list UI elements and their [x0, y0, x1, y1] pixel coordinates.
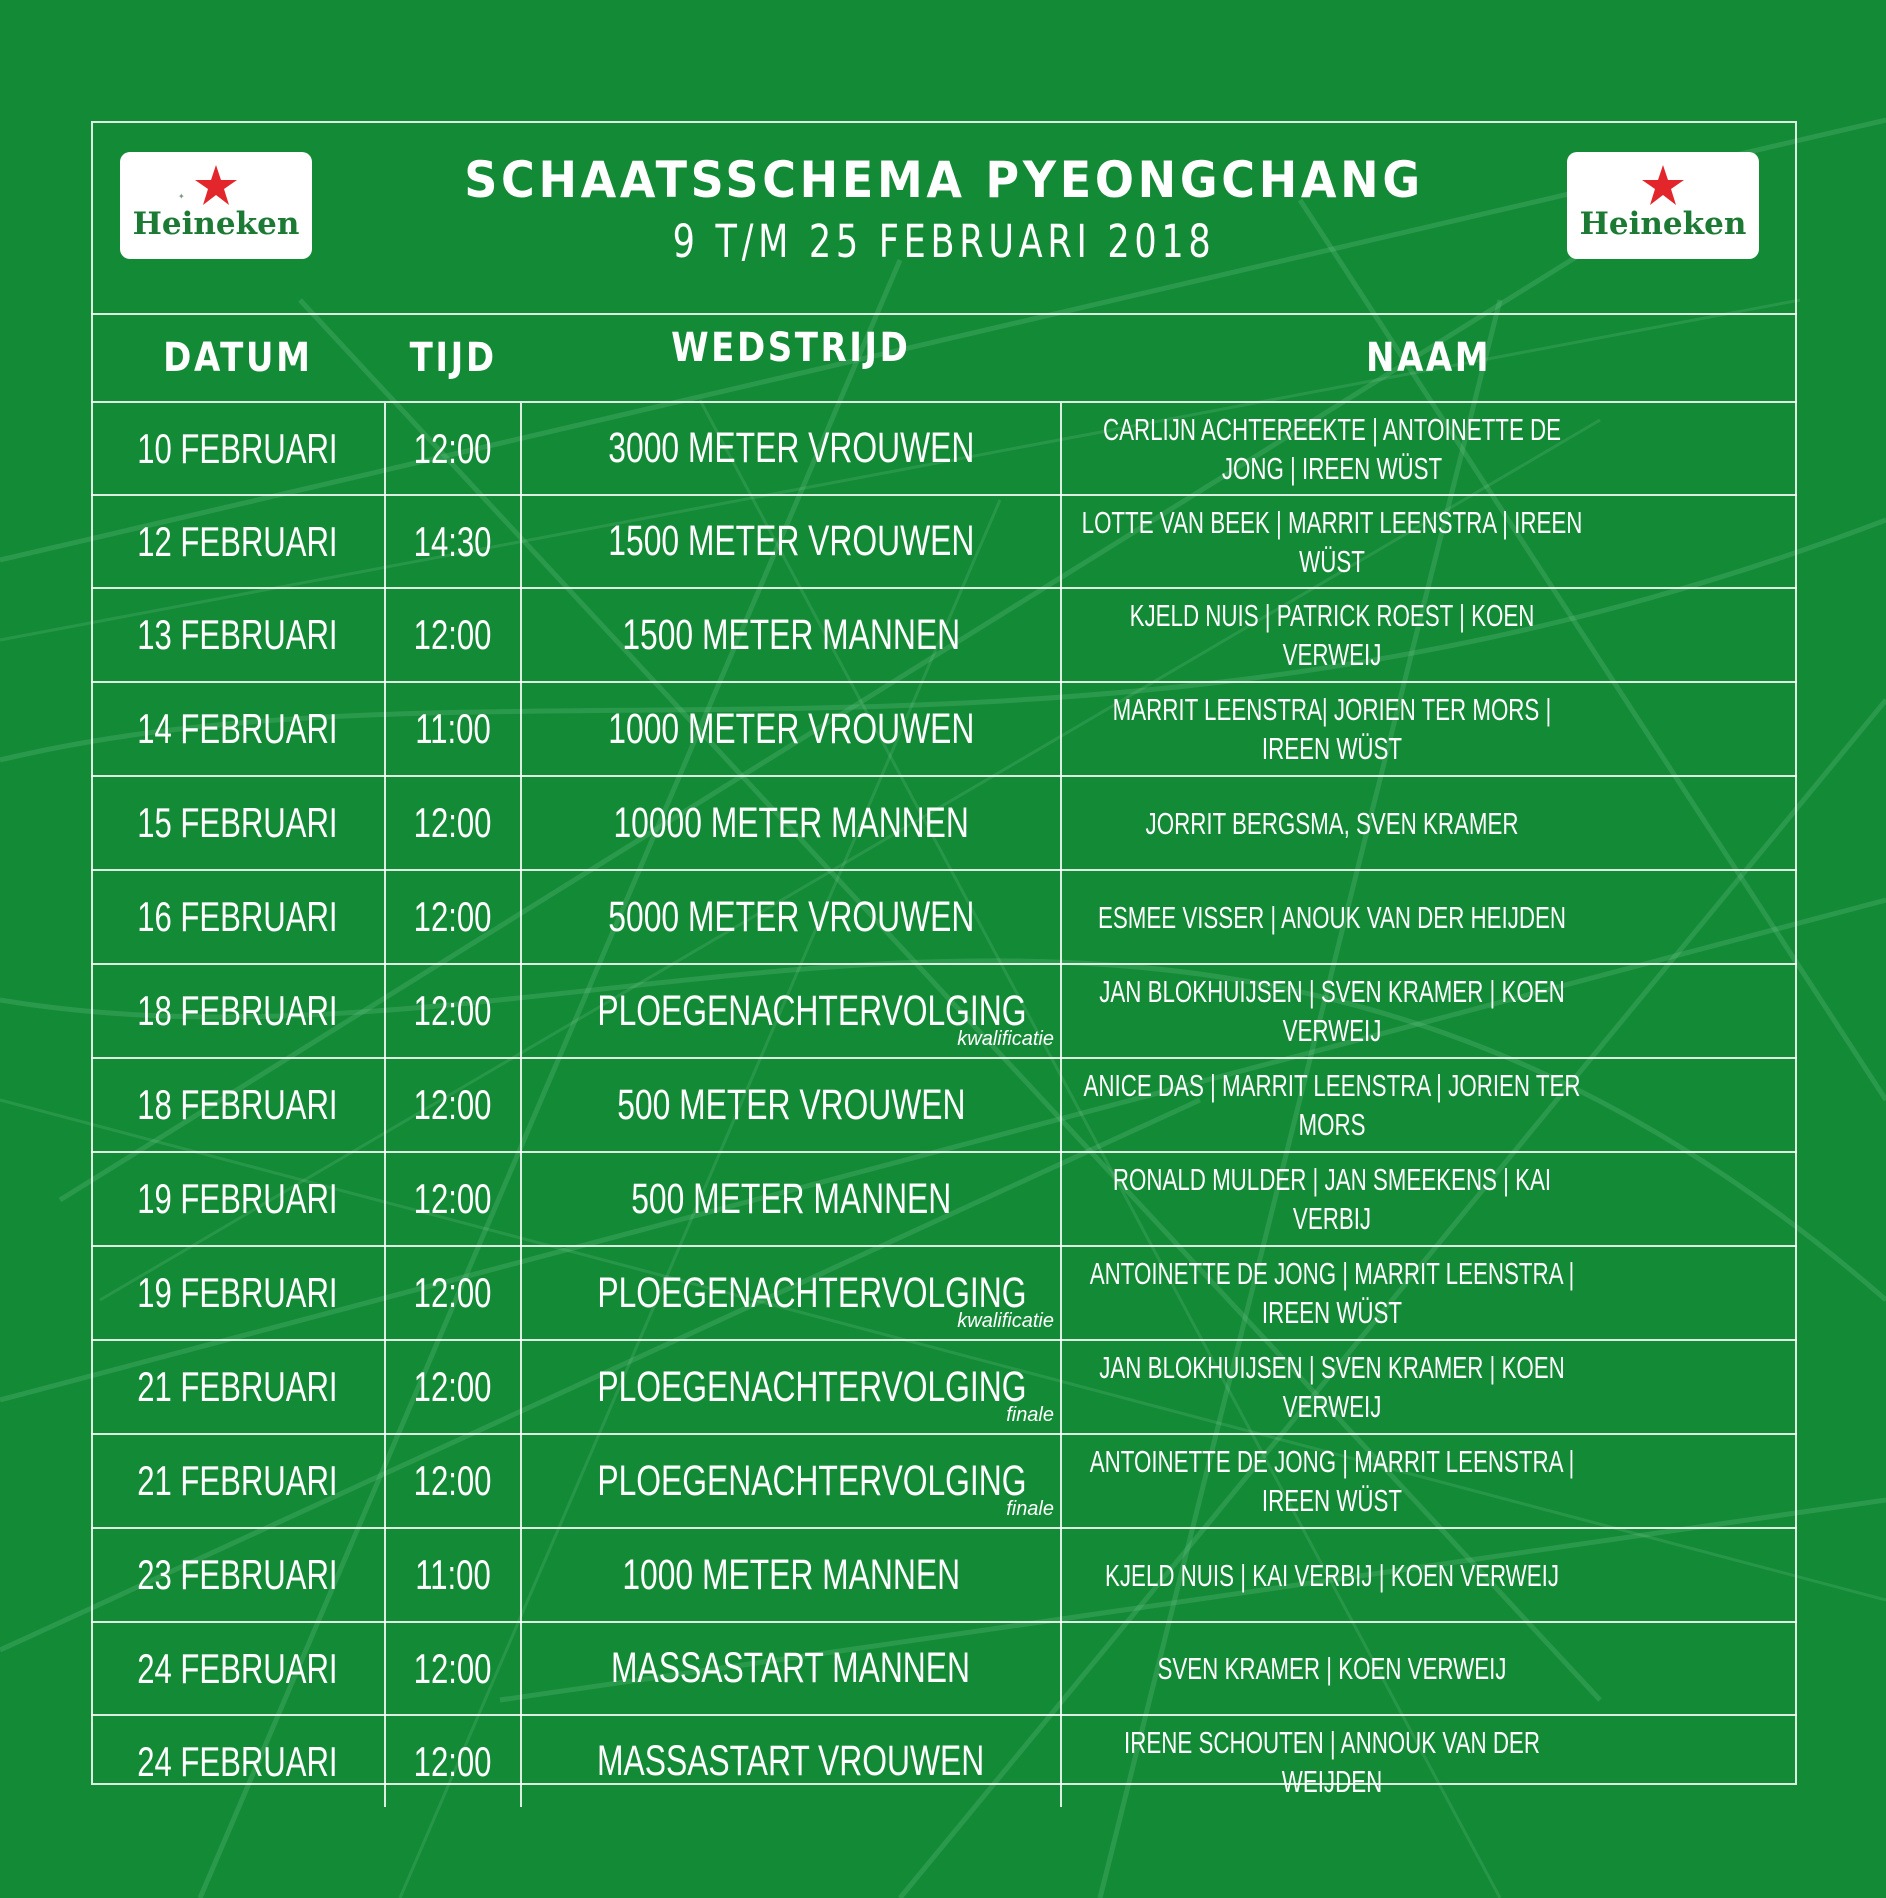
heineken-logo-left: ✦ Heineken	[120, 152, 312, 259]
wedstrijd-cell	[521, 1715, 1061, 1807]
wedstrijd-cell	[521, 402, 1061, 495]
table-row	[91, 964, 1797, 1058]
datum-cell-text: 21 FEBRUARI	[137, 1363, 338, 1410]
naam-cell	[1061, 1715, 1797, 1807]
column-header-datum: DATUM	[91, 315, 385, 402]
naam-cell-text: LOTTE VAN BEEK | MARRIT LEENSTRA | IREEN WÜST	[1081, 504, 1582, 579]
wedstrijd-cell-text: 1000 METER VROUWEN	[607, 704, 974, 753]
wedstrijd-cell-text: 500 METER MANNEN	[630, 1174, 952, 1223]
datum-cell	[91, 588, 385, 682]
datum-cell-text: 19 FEBRUARI	[137, 1269, 338, 1316]
tijd-cell-text: 12:00	[414, 1644, 492, 1692]
round-note: finale	[1006, 1404, 1054, 1426]
wedstrijd-cell-text: 5000 METER VROUWEN	[607, 892, 974, 941]
wedstrijd-cell	[521, 682, 1061, 776]
wedstrijd-cell	[521, 776, 1061, 870]
page-subtitle: 9 T/M 25 FEBRUARI 2018	[672, 215, 1216, 268]
round-note: finale	[1006, 1498, 1054, 1520]
table-row	[91, 495, 1797, 588]
table-row	[91, 682, 1797, 776]
datum-cell	[91, 964, 385, 1058]
datum-cell	[91, 402, 385, 495]
wedstrijd-cell	[521, 495, 1061, 588]
wedstrijd-cell	[521, 1434, 1061, 1528]
wedstrijd-cell-text: MASSASTART VROUWEN	[597, 1737, 985, 1785]
naam-cell	[1061, 1434, 1797, 1528]
wedstrijd-cell	[521, 1340, 1061, 1434]
heineken-logo-right	[1567, 152, 1759, 259]
tijd-cell-text: 12:00	[414, 424, 492, 472]
header	[91, 121, 1797, 315]
datum-cell	[91, 776, 385, 870]
naam-cell	[1061, 1152, 1797, 1246]
tijd-cell	[385, 402, 521, 495]
naam-cell-text: KJELD NUIS | PATRICK ROEST | KOEN VERWEIJ	[1129, 598, 1534, 672]
wedstrijd-cell-text: 500 METER VROUWEN	[616, 1080, 966, 1129]
tijd-cell	[385, 1622, 521, 1715]
tijd-cell	[385, 776, 521, 870]
tijd-cell-text: 12:00	[414, 1457, 492, 1504]
wedstrijd-cell-text: MASSASTART MANNEN	[611, 1644, 971, 1692]
tijd-cell-text: 12:00	[414, 1269, 492, 1316]
schedule-table	[91, 315, 1797, 1807]
tijd-cell-text: 12:00	[414, 1737, 492, 1785]
naam-cell-text: RONALD MULDER | JAN SMEEKENS | KAI VERBIJ	[1112, 1162, 1551, 1236]
naam-cell	[1061, 495, 1797, 588]
tijd-cell	[385, 870, 521, 964]
table-row	[91, 1715, 1797, 1807]
naam-cell	[1061, 1622, 1797, 1715]
table-row	[91, 1340, 1797, 1434]
datum-cell-text: 12 FEBRUARI	[137, 517, 338, 565]
naam-cell	[1061, 1340, 1797, 1434]
wedstrijd-cell	[521, 1058, 1061, 1152]
logo-brand-text: Heineken	[1579, 206, 1747, 242]
tijd-cell	[385, 1340, 521, 1434]
datum-cell	[91, 1246, 385, 1340]
tijd-cell	[385, 495, 521, 588]
column-header-wedstrijd: WEDSTRIJD	[521, 315, 1061, 402]
datum-cell-text: 24 FEBRUARI	[137, 1737, 338, 1785]
naam-cell	[1061, 870, 1797, 964]
table-row	[91, 1622, 1797, 1715]
table-row	[91, 1152, 1797, 1246]
datum-cell-text: 14 FEBRUARI	[137, 705, 338, 752]
table-row	[91, 402, 1797, 495]
naam-cell-text: KJELD NUIS | KAI VERBIJ | KOEN VERWEIJ	[1104, 1557, 1559, 1593]
naam-cell-text: JORRIT BERGSMA, SVEN KRAMER	[1145, 805, 1518, 841]
wedstrijd-cell-text: 1500 METER VROUWEN	[607, 517, 974, 565]
naam-cell	[1061, 588, 1797, 682]
tijd-cell-text: 12:00	[414, 1175, 492, 1222]
wedstrijd-cell	[521, 1622, 1061, 1715]
datum-cell-text: 19 FEBRUARI	[137, 1175, 338, 1222]
wedstrijd-cell	[521, 1152, 1061, 1246]
naam-cell-text: ANTOINETTE DE JONG | MARRIT LEENSTRA | IREEN WÜST	[1089, 1256, 1574, 1330]
datum-cell-text: 18 FEBRUARI	[137, 1081, 338, 1128]
datum-cell	[91, 682, 385, 776]
table-row	[91, 1246, 1797, 1340]
logo-brand-text: Heineken	[132, 206, 300, 242]
round-note: kwalificatie	[957, 1028, 1054, 1050]
tijd-cell	[385, 1152, 521, 1246]
datum-cell	[91, 1715, 385, 1807]
wedstrijd-cell-text: 1000 METER MANNEN	[622, 1550, 960, 1599]
column-header-tijd: TIJD	[385, 315, 521, 402]
wedstrijd-cell	[521, 964, 1061, 1058]
naam-cell	[1061, 1246, 1797, 1340]
naam-cell-text: JAN BLOKHUIJSEN | SVEN KRAMER | KOEN VERWEIJ	[1098, 974, 1565, 1048]
page-title: SCHAATSSCHEMA PYEONGCHANG	[464, 151, 1424, 209]
tijd-cell-text: 12:00	[414, 1363, 492, 1410]
tijd-cell-text: 12:00	[414, 893, 492, 940]
datum-cell-text: 21 FEBRUARI	[137, 1457, 338, 1504]
naam-cell	[1061, 1528, 1797, 1622]
naam-cell	[1061, 402, 1797, 495]
naam-cell	[1061, 776, 1797, 870]
naam-cell	[1061, 964, 1797, 1058]
datum-cell-text: 13 FEBRUARI	[137, 611, 338, 658]
datum-cell	[91, 1340, 385, 1434]
tijd-cell	[385, 588, 521, 682]
tijd-cell	[385, 682, 521, 776]
datum-cell	[91, 1152, 385, 1246]
tijd-cell-text: 11:00	[415, 1551, 491, 1598]
naam-cell-text: JAN BLOKHUIJSEN | SVEN KRAMER | KOEN VERWEIJ	[1098, 1350, 1565, 1424]
datum-cell	[91, 495, 385, 588]
wedstrijd-cell-text: 10000 METER MANNEN	[613, 798, 969, 847]
datum-cell-text: 10 FEBRUARI	[137, 424, 338, 472]
naam-cell-text: SVEN KRAMER | KOEN VERWEIJ	[1157, 1651, 1506, 1686]
tijd-cell	[385, 1434, 521, 1528]
round-note: kwalificatie	[957, 1310, 1054, 1332]
datum-cell	[91, 1434, 385, 1528]
wedstrijd-cell-text: 1500 METER MANNEN	[622, 610, 960, 659]
datum-cell	[91, 1528, 385, 1622]
wedstrijd-cell	[521, 588, 1061, 682]
tijd-cell	[385, 1528, 521, 1622]
table-row	[91, 1058, 1797, 1152]
datum-cell	[91, 870, 385, 964]
tijd-cell-text: 12:00	[414, 799, 492, 846]
red-star-icon	[1641, 164, 1685, 206]
wedstrijd-cell-text: PLOEGENACHTERVOLGING	[597, 1268, 1027, 1317]
datum-cell-text: 15 FEBRUARI	[137, 799, 338, 846]
table-row	[91, 776, 1797, 870]
tijd-cell	[385, 1715, 521, 1807]
datum-cell	[91, 1622, 385, 1715]
wedstrijd-cell	[521, 1528, 1061, 1622]
naam-cell-text: ANTOINETTE DE JONG | MARRIT LEENSTRA | IREEN WÜST	[1089, 1444, 1574, 1518]
tijd-cell-text: 14:30	[414, 517, 492, 565]
datum-cell-text: 18 FEBRUARI	[137, 987, 338, 1034]
datum-cell	[91, 1058, 385, 1152]
tijd-cell-text: 12:00	[414, 1081, 492, 1128]
wedstrijd-cell-text: PLOEGENACHTERVOLGING	[597, 1362, 1027, 1411]
datum-cell-text: 23 FEBRUARI	[137, 1551, 338, 1598]
table-row	[91, 1528, 1797, 1622]
naam-cell-text: ESMEE VISSER | ANOUK VAN DER HEIJDEN	[1097, 899, 1566, 935]
datum-cell-text: 16 FEBRUARI	[137, 893, 338, 940]
wedstrijd-cell-text: PLOEGENACHTERVOLGING	[597, 1456, 1027, 1505]
wedstrijd-cell-text: 3000 METER VROUWEN	[607, 424, 974, 472]
tijd-cell	[385, 1058, 521, 1152]
table-row	[91, 1434, 1797, 1528]
table-header-row	[91, 315, 1797, 402]
wedstrijd-cell	[521, 870, 1061, 964]
naam-cell-text: ANICE DAS | MARRIT LEENSTRA | JORIEN TER MORS	[1083, 1068, 1580, 1142]
naam-cell	[1061, 1058, 1797, 1152]
tijd-cell-text: 12:00	[414, 611, 492, 658]
column-header-naam: NAAM	[1061, 315, 1797, 402]
tijd-cell	[385, 1246, 521, 1340]
naam-cell-text: IRENE SCHOUTEN | ANNOUK VAN DER WEIJDEN	[1123, 1724, 1540, 1799]
table-row	[91, 870, 1797, 964]
naam-cell-text: MARRIT LEENSTRA| JORIEN TER MORS | IREEN WÜST	[1112, 692, 1551, 766]
wedstrijd-cell-text: PLOEGENACHTERVOLGING	[597, 986, 1027, 1035]
naam-cell	[1061, 682, 1797, 776]
wedstrijd-cell	[521, 1246, 1061, 1340]
tijd-cell	[385, 964, 521, 1058]
datum-cell-text: 24 FEBRUARI	[137, 1644, 338, 1692]
naam-cell-text: CARLIJN ACHTEREEKTE | ANTOINETTE DE JONG | IREEN WÜST	[1102, 411, 1561, 486]
table-row	[91, 588, 1797, 682]
tijd-cell-text: 11:00	[415, 705, 491, 752]
tijd-cell-text: 12:00	[414, 987, 492, 1034]
